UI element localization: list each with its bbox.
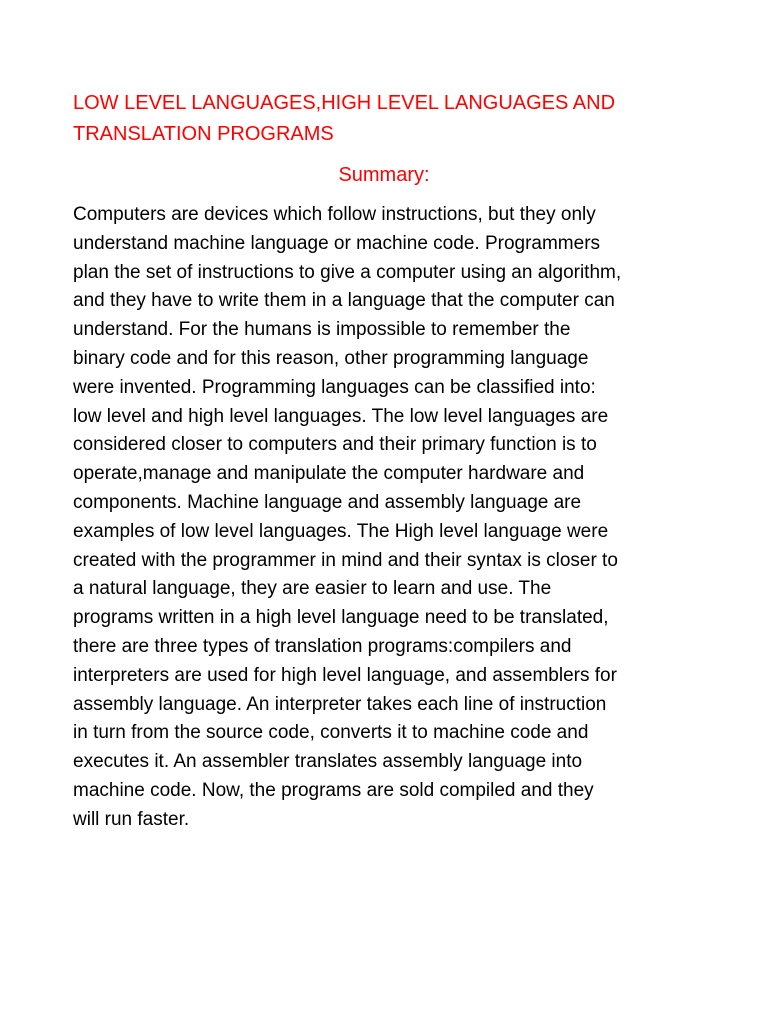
body-line: examples of low level languages. The High level language were xyxy=(73,520,609,542)
summary-body xyxy=(73,201,703,835)
body-line: were invented. Programming languages can be classified into: xyxy=(73,376,596,398)
body-line: low level and high level languages. The low level languages are xyxy=(73,405,609,427)
summary-heading: Summary: xyxy=(338,164,430,186)
body-line: understand machine language or machine code. Programmers xyxy=(73,232,601,254)
body-line: interpreters are used for high level language, and assemblers for xyxy=(73,664,617,686)
body-line: and they have to write them in a language that the computer can xyxy=(73,290,615,312)
body-line: created with the programmer in mind and their syntax is closer to xyxy=(73,549,618,571)
body-line: understand. For the humans is impossible to remember the xyxy=(73,319,571,341)
body-line: operate,manage and manipulate the computer hardware and xyxy=(73,463,585,485)
body-line: machine code. Now, the programs are sold compiled and they xyxy=(73,779,594,801)
body-line: programs written in a high level language need to be translated, xyxy=(73,607,609,629)
title-line-2: TRANSLATION PROGRAMS xyxy=(73,123,334,145)
body-line: in turn from the source code, converts it to machine code and xyxy=(73,722,589,744)
body-line: assembly language. An interpreter takes each line of instruction xyxy=(73,693,607,715)
body-line: considered closer to computers and their primary function is to xyxy=(73,434,597,456)
body-line: a natural language, they are easier to learn and use. The xyxy=(73,578,552,600)
body-line: Computers are devices which follow instructions, but they only xyxy=(73,204,596,225)
document-title xyxy=(73,88,713,150)
body-line: will run faster. xyxy=(73,808,190,830)
body-line: plan the set of instructions to give a computer using an algorithm, xyxy=(73,261,622,283)
body-line: components. Machine language and assembly language are xyxy=(73,491,582,513)
body-line: there are three types of translation programs:compilers and xyxy=(73,635,572,657)
body-line: binary code and for this reason, other programming language xyxy=(73,347,589,369)
body-line: executes it. An assembler translates assembly language into xyxy=(73,751,583,773)
title-line-1: LOW LEVEL LANGUAGES,HIGH LEVEL LANGUAGES AND xyxy=(73,92,616,114)
